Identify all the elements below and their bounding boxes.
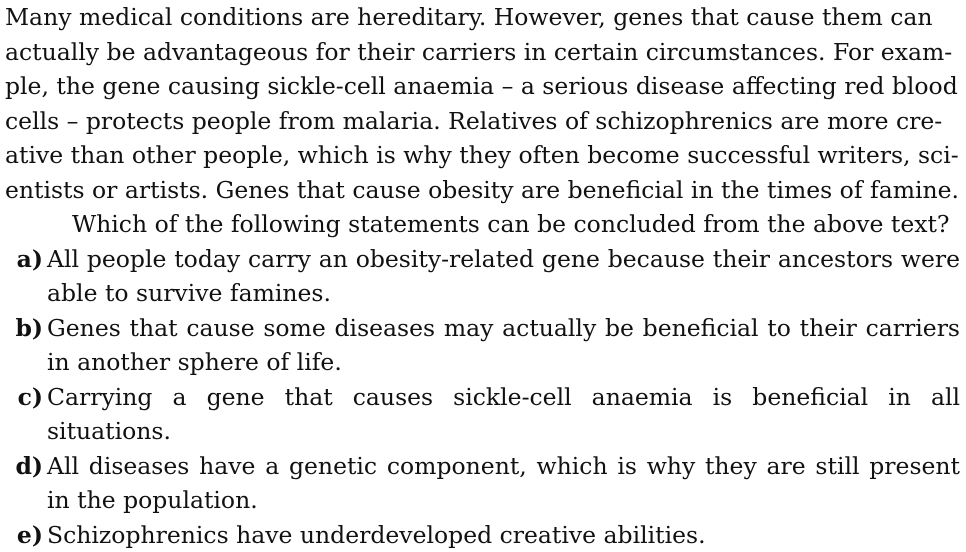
- option-text: Carrying a gene that causes sickle-cell anaemia is beneficial in all situations.: [47, 380, 960, 449]
- option-text: Genes that cause some diseases may actually be beneficial to their carriers in another sphere of life.: [47, 311, 960, 380]
- option-text: All diseases have a genetic component, which is why they are still present in the population.: [47, 449, 960, 518]
- passage-line: Many medical conditions are hereditary. However, genes that cause them can: [5, 3, 933, 31]
- passage-line: actually be advantageous for their carriers in certain circumstances. For exam-: [5, 38, 952, 66]
- option-e[interactable]: [5, 518, 960, 552]
- passage-line: ative than other people, which is why they often become successful writers, sci-: [5, 141, 959, 169]
- question-document: [5, 0, 960, 552]
- option-c[interactable]: [5, 380, 960, 449]
- option-text: All people today carry an obesity-related gene because their ancestors were able to survive famines.: [47, 242, 960, 311]
- passage-line: ple, the gene causing sickle-cell anaemia – a serious disease affecting red blood: [5, 72, 958, 100]
- answer-options: [5, 242, 960, 552]
- option-d[interactable]: [5, 449, 960, 518]
- passage: [5, 0, 960, 207]
- question-prompt: Which of the following statements can be concluded from the above text?: [5, 207, 960, 242]
- passage-line: cells – protects people from malaria. Relatives of schizophrenics are more cre-: [5, 107, 942, 135]
- passage-line: entists or artists. Genes that cause obesity are beneficial in the times of famine.: [5, 176, 959, 204]
- option-letter: b): [5, 311, 43, 346]
- option-letter: d): [5, 449, 43, 484]
- option-a[interactable]: [5, 242, 960, 311]
- option-b[interactable]: [5, 311, 960, 380]
- option-letter: e): [5, 518, 43, 552]
- option-letter: c): [5, 380, 43, 415]
- option-text: Schizophrenics have underdeveloped creative abilities.: [47, 518, 960, 552]
- option-letter: a): [5, 242, 43, 277]
